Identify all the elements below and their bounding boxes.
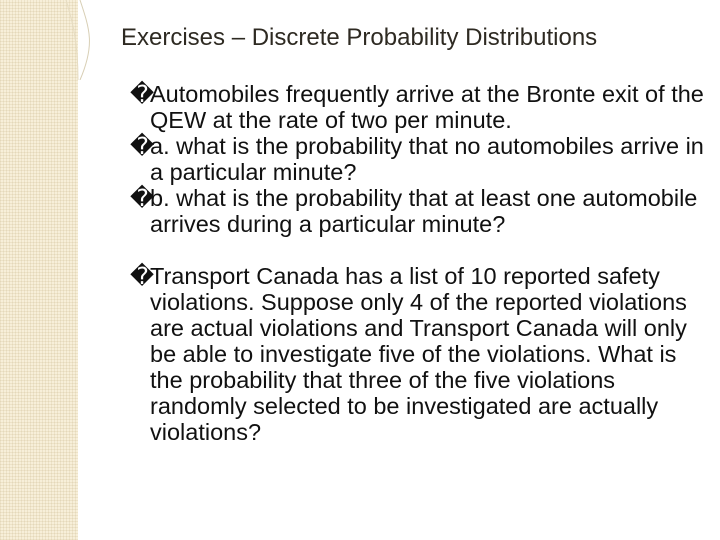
slide-body <box>130 81 710 445</box>
bullet-text: Transport Canada has a list of 10 reported safety violations. Suppose only 4 of the reported violations are actual violations and Transport Canada will only be able to investigate five of the violations. What is the probability that three of the five violations randomly selected to be investigated are actually violations? <box>150 263 687 445</box>
bullet-text: Automobiles frequently arrive at the Bronte exit of the QEW at the rate of two per minute. <box>150 81 704 133</box>
decorative-side-strip <box>0 0 78 540</box>
bullet-marker: � <box>130 263 155 289</box>
bullet-text: b. what is the probability that at least one automobile arrives during a particular minute? <box>150 185 698 237</box>
bullet-text: a. what is the probability that no automobiles arrive in a particular minute? <box>150 133 704 185</box>
bullet-item <box>130 263 710 445</box>
bullet-marker: � <box>130 81 155 107</box>
bullet-marker: � <box>130 133 155 159</box>
bullet-item <box>130 81 710 133</box>
bullet-item <box>130 133 710 185</box>
bullet-item <box>130 185 710 237</box>
bullet-marker: � <box>130 185 155 211</box>
slide-title: Exercises – Discrete Probability Distributions <box>121 24 598 51</box>
spacer <box>130 237 710 263</box>
